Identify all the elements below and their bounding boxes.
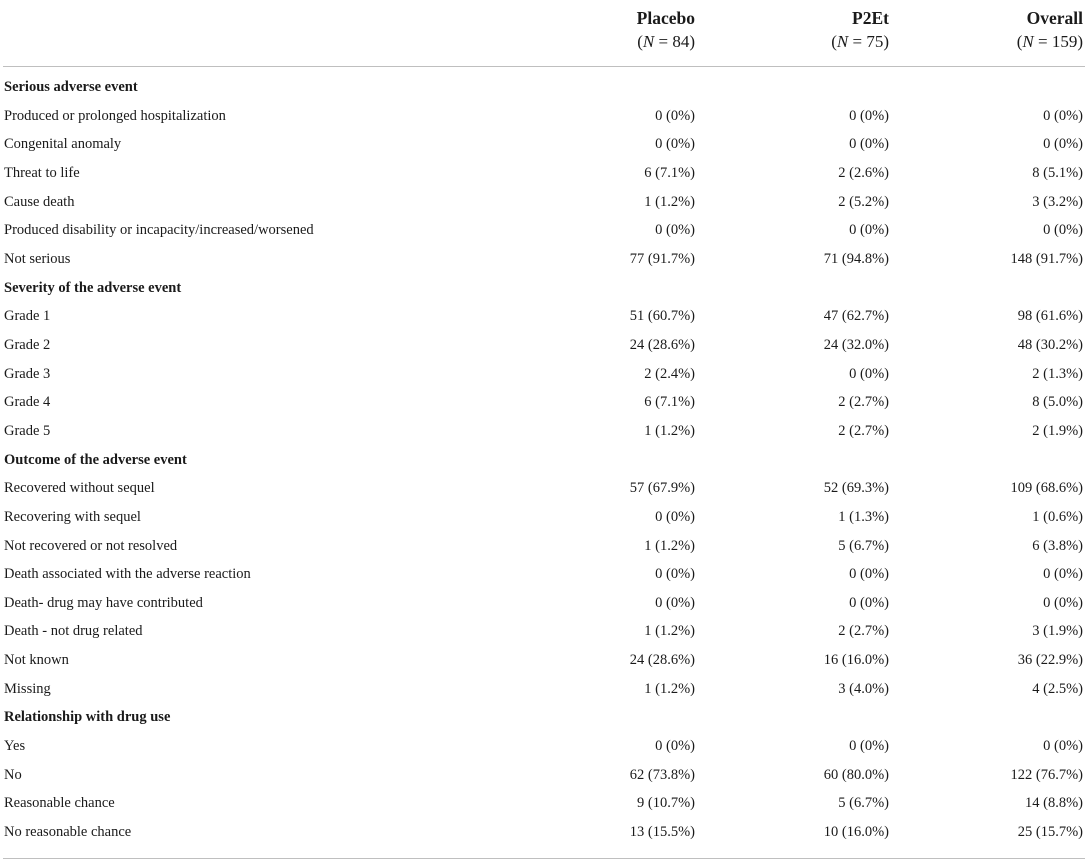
column-name: Overall [1026,8,1083,28]
p2et-value: 60 (80.0%) [823,766,889,783]
overall-value: 0 (0%) [1043,107,1083,124]
placebo-value: 13 (15.5%) [629,824,695,841]
placebo-value: 0 (0%) [655,107,695,124]
overall-value: 0 (0%) [1043,136,1083,153]
section-header-row [3,274,1085,303]
row-label: Yes [4,738,26,755]
row-label: No [4,766,22,783]
placebo-value: 0 (0%) [655,508,695,525]
table-row [3,216,1085,245]
row-label: Grade 5 [4,422,51,439]
table-row [3,474,1085,503]
section-title: Outcome of the adverse event [4,451,187,468]
overall-value: 6 (3.8%) [1032,537,1083,554]
table-row [3,417,1085,446]
row-label: Recovering with sequel [4,508,141,525]
overall-value: 0 (0%) [1043,594,1083,611]
row-label: Death - not drug related [4,623,143,640]
placebo-value: 24 (28.6%) [629,336,695,353]
table-row [3,646,1085,675]
p2et-value: 2 (2.7%) [838,394,889,411]
placebo-value: 0 (0%) [655,738,695,755]
placebo-value: 9 (10.7%) [637,795,695,812]
row-label: Cause death [4,193,75,210]
n-value: = 84 [658,32,690,51]
row-label: Missing [4,680,51,697]
table-row [3,130,1085,159]
overall-value: 122 (76.7%) [1010,766,1083,783]
row-label: Produced or prolonged hospitalization [4,107,226,124]
p2et-value: 2 (2.7%) [838,623,889,640]
section-title: Serious adverse event [4,79,138,95]
header-label-cell [3,0,503,67]
row-label: Grade 1 [4,308,51,325]
placebo-value: 1 (1.2%) [644,537,695,554]
overall-value: 3 (1.9%) [1032,623,1083,640]
section-header-row [3,446,1085,475]
overall-value: 25 (15.7%) [1017,824,1083,841]
table-row [3,360,1085,389]
n-value: = 159 [1037,32,1078,51]
table-row [3,159,1085,188]
placebo-value: 1 (1.2%) [644,422,695,439]
header-placebo [503,0,697,67]
p2et-value: 16 (16.0%) [823,652,889,669]
overall-value: 14 (8.8%) [1025,795,1083,812]
header-row [3,0,1085,67]
placebo-value: 1 (1.2%) [644,623,695,640]
overall-value: 3 (3.2%) [1032,193,1083,210]
table-row [3,503,1085,532]
row-label: Produced disability or incapacity/increased/worsened [4,222,314,239]
adverse-events-table [3,0,1085,847]
row-label: Grade 2 [4,336,51,353]
placebo-value: 77 (91.7%) [629,250,695,267]
p2et-value: 47 (62.7%) [823,308,889,325]
overall-value: 48 (30.2%) [1017,336,1083,353]
p2et-value: 3 (4.0%) [838,680,889,697]
row-label: Recovered without sequel [4,480,155,497]
p2et-value: 0 (0%) [849,566,889,583]
section-header-row [3,703,1085,732]
row-label: Congenital anomaly [4,136,122,153]
placebo-value: 1 (1.2%) [644,193,695,210]
table-row [3,102,1085,131]
row-label: Grade 4 [4,394,51,411]
section-title: Severity of the adverse event [4,279,182,296]
table-row [3,532,1085,561]
column-sample-size: (N = 84) [637,32,695,51]
overall-value: 1 (0.6%) [1032,508,1083,525]
table-row [3,617,1085,646]
table-bottom-rule [3,858,1085,859]
placebo-value: 0 (0%) [655,222,695,239]
table-body [3,67,1085,847]
p2et-value: 1 (1.3%) [838,508,889,525]
row-label: Reasonable chance [4,795,115,812]
column-sample-size: (N = 159) [1016,32,1083,51]
table-row [3,331,1085,360]
overall-value: 2 (1.3%) [1032,365,1083,382]
overall-value: 2 (1.9%) [1032,422,1083,439]
table-row [3,388,1085,417]
row-label: Not serious [4,250,71,267]
overall-value: 36 (22.9%) [1017,652,1083,669]
column-name: P2Et [852,8,889,28]
overall-value: 8 (5.1%) [1032,164,1083,181]
overall-value: 98 (61.6%) [1017,308,1083,325]
row-label: Not recovered or not resolved [4,537,178,554]
table-row [3,732,1085,761]
placebo-value: 6 (7.1%) [644,394,695,411]
overall-value: 0 (0%) [1043,566,1083,583]
section-header-row [3,67,1085,102]
n-symbol: N [642,32,655,51]
p2et-value: 0 (0%) [849,738,889,755]
row-label: No reasonable chance [4,824,132,841]
p2et-value: 0 (0%) [849,107,889,124]
row-label: Not known [4,652,69,669]
placebo-value: 0 (0%) [655,566,695,583]
table-row [3,560,1085,589]
p2et-value: 2 (2.7%) [838,422,889,439]
overall-value: 0 (0%) [1043,738,1083,755]
section-title: Relationship with drug use [4,709,171,726]
overall-value: 8 (5.0%) [1032,394,1083,411]
placebo-value: 24 (28.6%) [629,652,695,669]
row-label: Death associated with the adverse reaction [4,566,251,583]
placebo-value: 62 (73.8%) [629,766,695,783]
p2et-value: 52 (69.3%) [823,480,889,497]
header-overall [891,0,1085,67]
placebo-value: 2 (2.4%) [644,365,695,382]
header-p2et [697,0,891,67]
overall-value: 109 (68.6%) [1010,480,1083,497]
placebo-value: 0 (0%) [655,136,695,153]
placebo-value: 1 (1.2%) [644,680,695,697]
table-row [3,302,1085,331]
p2et-value: 0 (0%) [849,365,889,382]
overall-value: 4 (2.5%) [1032,680,1083,697]
p2et-value: 0 (0%) [849,222,889,239]
placebo-value: 0 (0%) [655,594,695,611]
overall-value: 148 (91.7%) [1010,250,1083,267]
placebo-value: 6 (7.1%) [644,164,695,181]
column-sample-size: (N = 75) [831,32,889,51]
p2et-value: 10 (16.0%) [823,824,889,841]
n-symbol: N [1022,32,1034,51]
p2et-value: 5 (6.7%) [838,537,889,554]
row-label: Threat to life [4,164,80,181]
table-row [3,245,1085,274]
n-value: = 75 [852,32,884,51]
row-label: Death- drug may have contributed [4,594,203,611]
p2et-value: 71 (94.8%) [823,250,889,267]
p2et-value: 2 (2.6%) [838,164,889,181]
p2et-value: 0 (0%) [849,594,889,611]
table-row [3,589,1085,618]
column-name: Placebo [636,8,695,28]
p2et-value: 24 (32.0%) [823,336,889,353]
overall-value: 0 (0%) [1043,222,1083,239]
table-header [3,0,1085,67]
table-row [3,675,1085,704]
p2et-value: 0 (0%) [849,136,889,153]
placebo-value: 57 (67.9%) [629,480,695,497]
table-row [3,818,1085,847]
table-row [3,789,1085,818]
placebo-value: 51 (60.7%) [629,308,695,325]
p2et-value: 2 (5.2%) [838,193,889,210]
table-row [3,188,1085,217]
row-label: Grade 3 [4,365,51,382]
p2et-value: 5 (6.7%) [838,795,889,812]
table-row [3,761,1085,790]
n-symbol: N [836,32,849,51]
